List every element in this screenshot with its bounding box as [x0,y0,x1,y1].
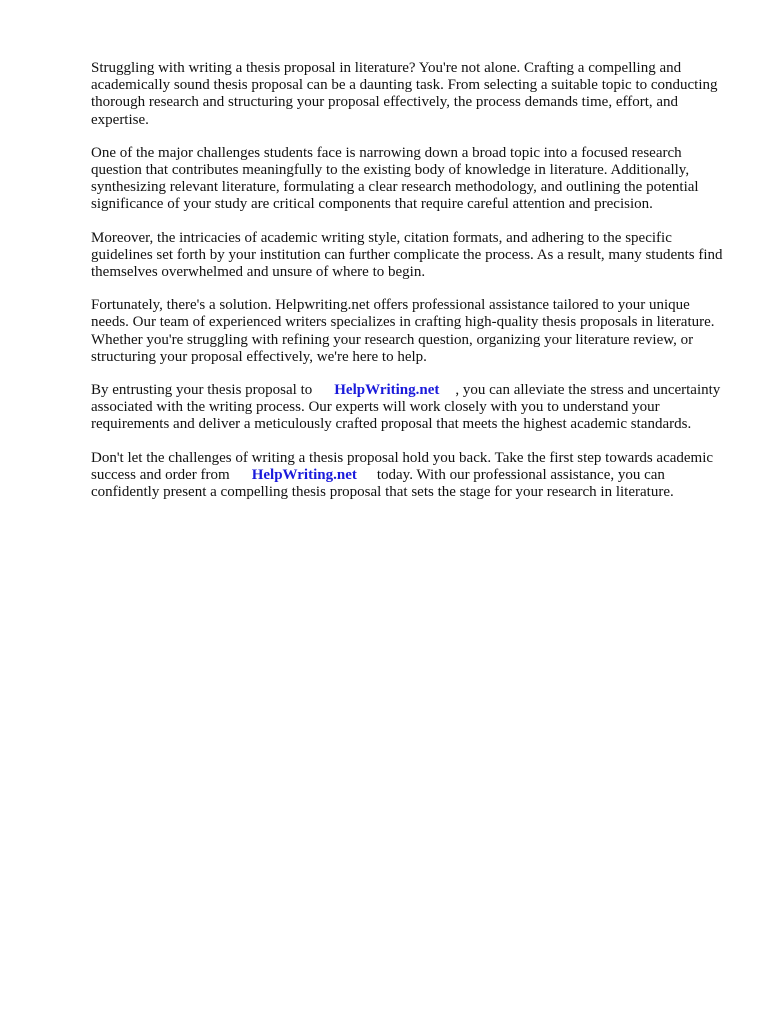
paragraph-academic-style: Moreover, the intricacies of academic writing style, citation formats, and adhering to the specific guidelines set forth by your institution can further complicate the process. As a result, many students find themselves overwhelmed and unsure of where to begin. [91,229,723,281]
document-body [91,60,731,517]
paragraph-cta-text-after: today. With our professional assistance, you can confidently present a compelling thesis proposal that sets the stage for your research in literature. [91,466,674,501]
paragraph-challenges: One of the major challenges students face is narrowing down a broad topic into a focused research question that contributes meaningfully to the existing body of knowledge in literature. Additionally, synthesizing relevant literature, formulating a clear research methodology, and outlining the potential significance of your study are critical components that require careful attention and precision. [91,144,699,213]
helpwriting-link[interactable]: HelpWriting.net [251,466,357,483]
paragraph-entrusting-text-before: By entrusting your thesis proposal to [91,382,313,399]
paragraph-solution: Fortunately, there's a solution. Helpwriting.net offers professional assistance tailored to your unique needs. Our team of experienced writers specializes in crafting high-quality thesis proposals in literature. Whether you're struggling with refining your research question, organizing your literature review, or structuring your proposal effectively, we're here to help. [91,297,715,365]
paragraph-intro: Struggling with writing a thesis proposal in literature? You're not alone. Crafting a compelling and academically sound thesis proposal can be a daunting task. From selecting a suitable topic to conducting thorough research and structuring your proposal effectively, the process demands time, effort, and expertise. [91,60,718,128]
helpwriting-link[interactable]: HelpWriting.net [334,382,440,399]
paragraph-entrusting [91,382,731,434]
paragraph-entrusting-text-after: , you can alleviate the stress and uncertainty associated with the writing process. Our experts will work closely with you to understand your requirements and deliver a meticulously crafted proposal that meets the highest academic standards. [91,382,721,433]
paragraph-call-to-action [91,450,731,502]
paragraph-cta-text-before: Don't let the challenges of writing a thesis proposal hold you back. Take the first step towards academic success and order from [91,449,714,483]
